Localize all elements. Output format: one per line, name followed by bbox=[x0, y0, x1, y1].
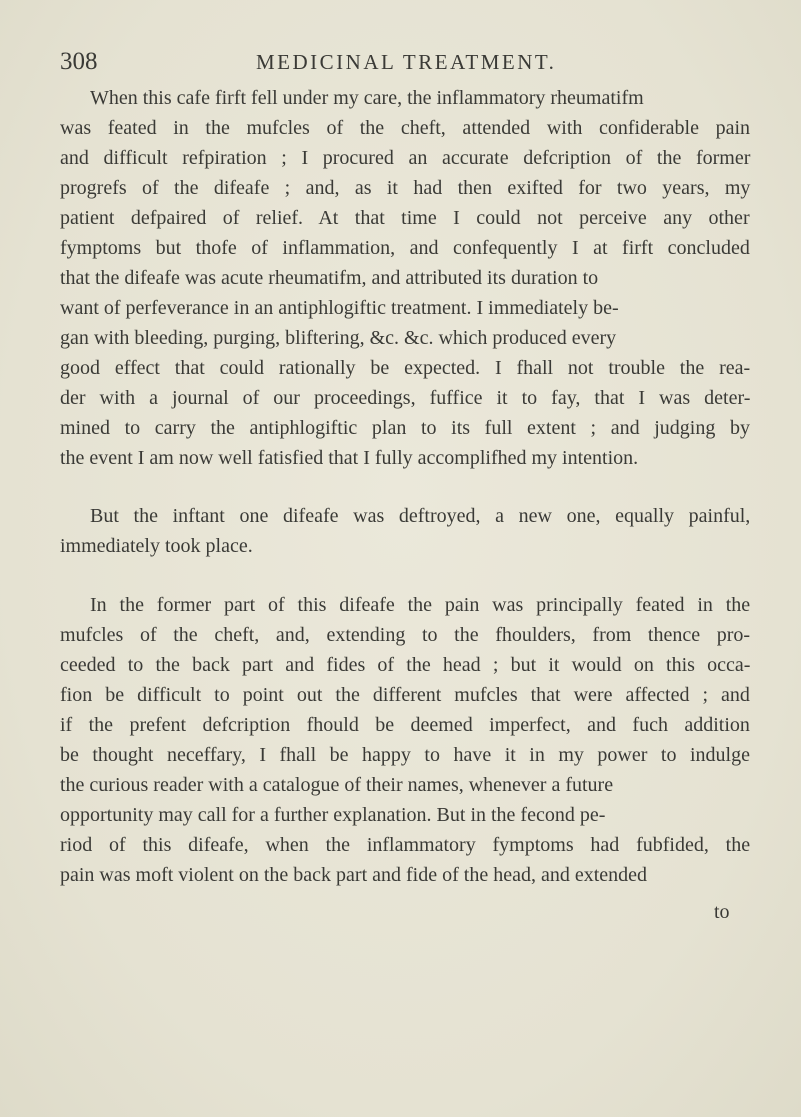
text-line: gan with bleeding, purging, bliftering, &c. &c. which produced every bbox=[60, 327, 617, 349]
catchword: to bbox=[714, 901, 730, 923]
text-line: the event I am now well fatisfied that I fully accomplifhed my intention. bbox=[60, 447, 639, 469]
text-line: good effect that could rationally be expected. I fhall not trouble the rea- bbox=[60, 357, 751, 379]
text-line: pain was moft violent on the back part and fide of the head, and extended bbox=[60, 864, 648, 886]
text-line: der with a journal of our proceedings, fuffice it to fay, that I was deter- bbox=[60, 387, 751, 409]
text-line: if the prefent defcription fhould be deemed imperfect, and fuch addition bbox=[60, 714, 750, 736]
text-line: that the difeafe was acute rheumatifm, and attributed its duration to bbox=[60, 267, 599, 289]
text-line: and difficult refpiration ; I procured an accurate defcription of the former bbox=[60, 147, 751, 169]
text-line: fion be difficult to point out the different mufcles that were affected ; and bbox=[60, 684, 750, 706]
text-line: the curious reader with a catalogue of their names, whenever a future bbox=[60, 774, 614, 796]
page-number: 308 bbox=[60, 48, 98, 75]
text-line: fymptoms but thofe of inflammation, and confequently I at firft concluded bbox=[60, 237, 750, 259]
running-title: MEDICINAL TREATMENT. bbox=[256, 50, 557, 74]
text-line: But the inftant one difeafe was deftroyed, a new one, equally painful, bbox=[90, 505, 751, 527]
text-line: want of perfeverance in an antiphlogiftic treatment. I immediately be- bbox=[60, 297, 619, 319]
text-line: mined to carry the antiphlogiftic plan to its full extent ; and judging by bbox=[60, 417, 750, 439]
text-line: progrefs of the difeafe ; and, as it had then exifted for two years, my bbox=[60, 177, 751, 199]
text-line: In the former part of this difeafe the pain was principally feated in the bbox=[90, 594, 751, 616]
text-line: was feated in the mufcles of the cheft, attended with confiderable pain bbox=[60, 117, 751, 139]
text-line: patient defpaired of relief. At that time I could not perceive any other bbox=[60, 207, 750, 229]
text-line: immediately took place. bbox=[60, 535, 253, 557]
running-head bbox=[60, 48, 750, 78]
text-line: opportunity may call for a further explanation. But in the fecond pe- bbox=[60, 804, 606, 826]
text-line: be thought neceffary, I fhall be happy to have it in my power to indulge bbox=[60, 744, 750, 766]
text-line: ceeded to the back part and fides of the head ; but it would on this occa- bbox=[60, 654, 751, 676]
text-line: mufcles of the cheft, and, extending to the fhoulders, from thence pro- bbox=[60, 624, 751, 646]
text-line: When this cafe firft fell under my care, the inflammatory rheumatifm bbox=[90, 87, 644, 109]
text-line: riod of this difeafe, when the inflammatory fymptoms had fubfided, the bbox=[60, 834, 751, 856]
